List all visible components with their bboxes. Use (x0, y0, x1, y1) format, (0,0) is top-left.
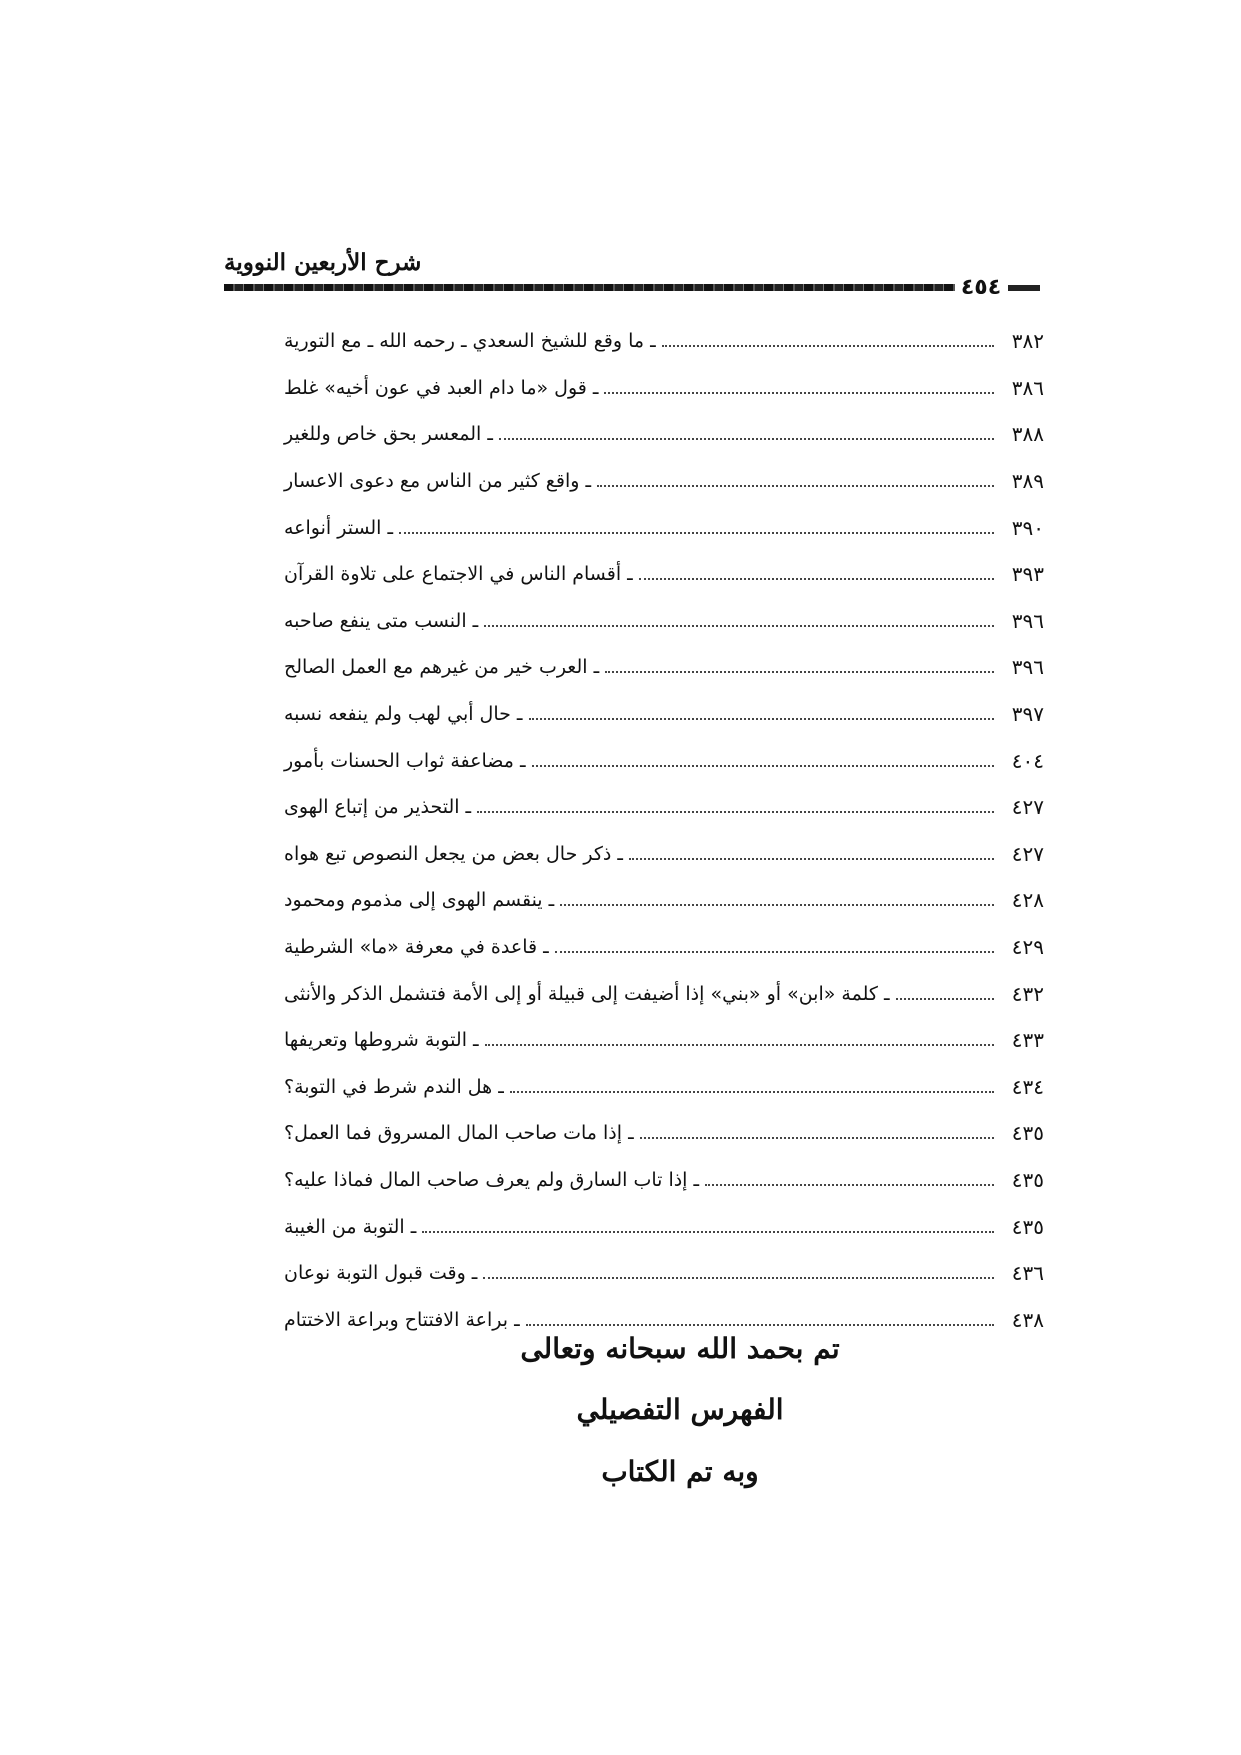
toc-entry-page: ٣٨٢ (1011, 329, 1044, 354)
toc-entry (276, 1110, 1044, 1157)
toc-entry-title: ـ التوبة من الغيبة (284, 1215, 417, 1238)
toc-entry (276, 1157, 1044, 1204)
toc-dot-leader (477, 811, 994, 813)
toc-entry-title: ـ إذا مات صاحب المال المسروق فما العمل؟ (284, 1122, 634, 1145)
toc-dot-leader (526, 1324, 994, 1326)
toc-entry-page: ٣٨٩ (1011, 469, 1044, 494)
toc-entry-title: ـ واقع كثير من الناس مع دعوى الاعسار (284, 470, 592, 493)
toc-entry (276, 458, 1044, 505)
closing-index-title: الفهرس التفصيلي (576, 1393, 784, 1426)
toc-dot-leader (604, 392, 994, 394)
toc-entry-title: ـ ذكر حال بعض من يجعل النصوص تبع هواه (284, 842, 623, 865)
toc-dot-leader (662, 345, 994, 347)
toc-entry-title: ـ التوبة شروطها وتعريفها (284, 1029, 479, 1052)
toc-dot-leader (639, 578, 994, 580)
toc-entry-page: ٤٢٧ (1011, 795, 1044, 820)
toc-entry (276, 970, 1044, 1017)
toc-entry-title: ـ الستر أنواعه (284, 516, 394, 539)
toc-entry (276, 877, 1044, 924)
toc-entry (276, 1203, 1044, 1250)
toc-entry-title: ـ مضاعفة ثواب الحسنات بأمور (284, 749, 526, 772)
toc-dot-leader (499, 438, 994, 440)
toc-entry-page: ٣٩٣ (1011, 562, 1044, 587)
toc-entry (276, 504, 1044, 551)
toc-entry-page: ٣٩٧ (1011, 702, 1044, 727)
toc-entry-title: ـ قاعدة في معرفة «ما» الشرطية (284, 936, 549, 959)
header-rule (224, 284, 955, 291)
toc-entry (276, 1250, 1044, 1297)
toc-entry (276, 365, 1044, 412)
toc-entry-page: ٣٩٦ (1011, 655, 1044, 680)
page-number: ٤٥٤ (958, 274, 1004, 302)
toc-entry (276, 598, 1044, 645)
toc-entry-page: ٤٣٣ (1011, 1028, 1044, 1053)
toc-entry-title: ـ ما وقع للشيخ السعدي ـ رحمه الله ـ مع التورية (284, 330, 656, 353)
toc-entry-title: ـ براعة الافتتاح وبراعة الاختتام (284, 1308, 520, 1331)
toc-entry-title: ـ حال أبي لهب ولم ينفعه نسبه (284, 703, 523, 726)
toc-entry-page: ٤٣٥ (1011, 1214, 1044, 1239)
toc-dot-leader (529, 718, 994, 720)
toc-entry-page: ٤٢٩ (1011, 935, 1044, 960)
toc-entry-title: ـ إذا تاب السارق ولم يعرف صاحب المال فماذا عليه؟ (284, 1168, 700, 1191)
toc-entry (276, 551, 1044, 598)
toc-entry-title: ـ النسب متى ينفع صاحبه (284, 609, 479, 632)
toc-entry-page: ٤٣٨ (1011, 1307, 1044, 1332)
toc-dot-leader (485, 1044, 994, 1046)
toc-entry (276, 831, 1044, 878)
toc-dot-leader (532, 765, 994, 767)
running-header-title: شرح الأربعين النووية (224, 249, 422, 276)
toc-dot-leader (510, 1091, 994, 1093)
toc-entry (276, 784, 1044, 831)
toc-entry-page: ٤٣٥ (1011, 1167, 1044, 1192)
toc-dot-leader (705, 1184, 994, 1186)
closing-praise-line: تم بحمد الله سبحانه وتعالى (520, 1332, 840, 1365)
toc-dot-leader (483, 1277, 994, 1279)
toc-entry-title: ـ قول «ما دام العبد في عون أخيه» غلط (284, 376, 599, 399)
toc-entry (276, 737, 1044, 784)
toc-entry-page: ٤٠٤ (1011, 748, 1044, 773)
toc-entry (276, 644, 1044, 691)
toc-entry-page: ٣٨٨ (1011, 422, 1044, 447)
closing-book-end: وبه تم الكتاب (601, 1455, 759, 1488)
toc-entry-title: ـ العرب خير من غيرهم مع العمل الصالح (284, 656, 600, 679)
toc-dot-leader (605, 671, 994, 673)
toc-entry (276, 1017, 1044, 1064)
toc-entry (276, 691, 1044, 738)
toc-entry-title: ـ المعسر بحق خاص وللغير (284, 423, 493, 446)
toc-entry-page: ٣٩٠ (1011, 515, 1044, 540)
toc-entry (276, 318, 1044, 365)
toc-dot-leader (422, 1231, 994, 1233)
toc-dot-leader (629, 858, 994, 860)
toc-entry (276, 924, 1044, 971)
toc-dot-leader (399, 532, 994, 534)
toc-entry-title: ـ ينقسم الهوى إلى مذموم ومحمود (284, 889, 555, 912)
toc-entry-title: ـ وقت قبول التوبة نوعان (284, 1262, 478, 1285)
toc-dot-leader (597, 485, 994, 487)
toc-entry-page: ٤٢٧ (1011, 841, 1044, 866)
toc-entry-title: ـ كلمة «ابن» أو «بني» إذا أضيفت إلى قبيلة أو إلى الأمة فتشمل الذكر والأنثى (284, 982, 890, 1005)
toc-entry-page: ٤٣٢ (1011, 981, 1044, 1006)
toc-dot-leader (896, 998, 994, 1000)
toc-entry-page: ٣٩٦ (1011, 608, 1044, 633)
toc-entry-page: ٣٨٦ (1011, 375, 1044, 400)
toc-dot-leader (555, 951, 994, 953)
header-rule-ornament (1008, 285, 1040, 291)
toc-dot-leader (560, 904, 994, 906)
toc-entry-title: ـ التحذير من إتباع الهوى (284, 796, 472, 819)
table-of-contents (276, 318, 1044, 1343)
toc-entry-page: ٤٣٦ (1011, 1261, 1044, 1286)
toc-entry-page: ٤٣٥ (1011, 1121, 1044, 1146)
toc-entry-page: ٤٢٨ (1011, 888, 1044, 913)
toc-entry (276, 1064, 1044, 1111)
toc-dot-leader (640, 1137, 994, 1139)
toc-entry (276, 411, 1044, 458)
toc-entry-page: ٤٣٤ (1011, 1074, 1044, 1099)
toc-entry-title: ـ أقسام الناس في الاجتماع على تلاوة القرآن (284, 563, 633, 586)
toc-entry-title: ـ هل الندم شرط في التوبة؟ (284, 1075, 504, 1098)
toc-dot-leader (484, 625, 994, 627)
